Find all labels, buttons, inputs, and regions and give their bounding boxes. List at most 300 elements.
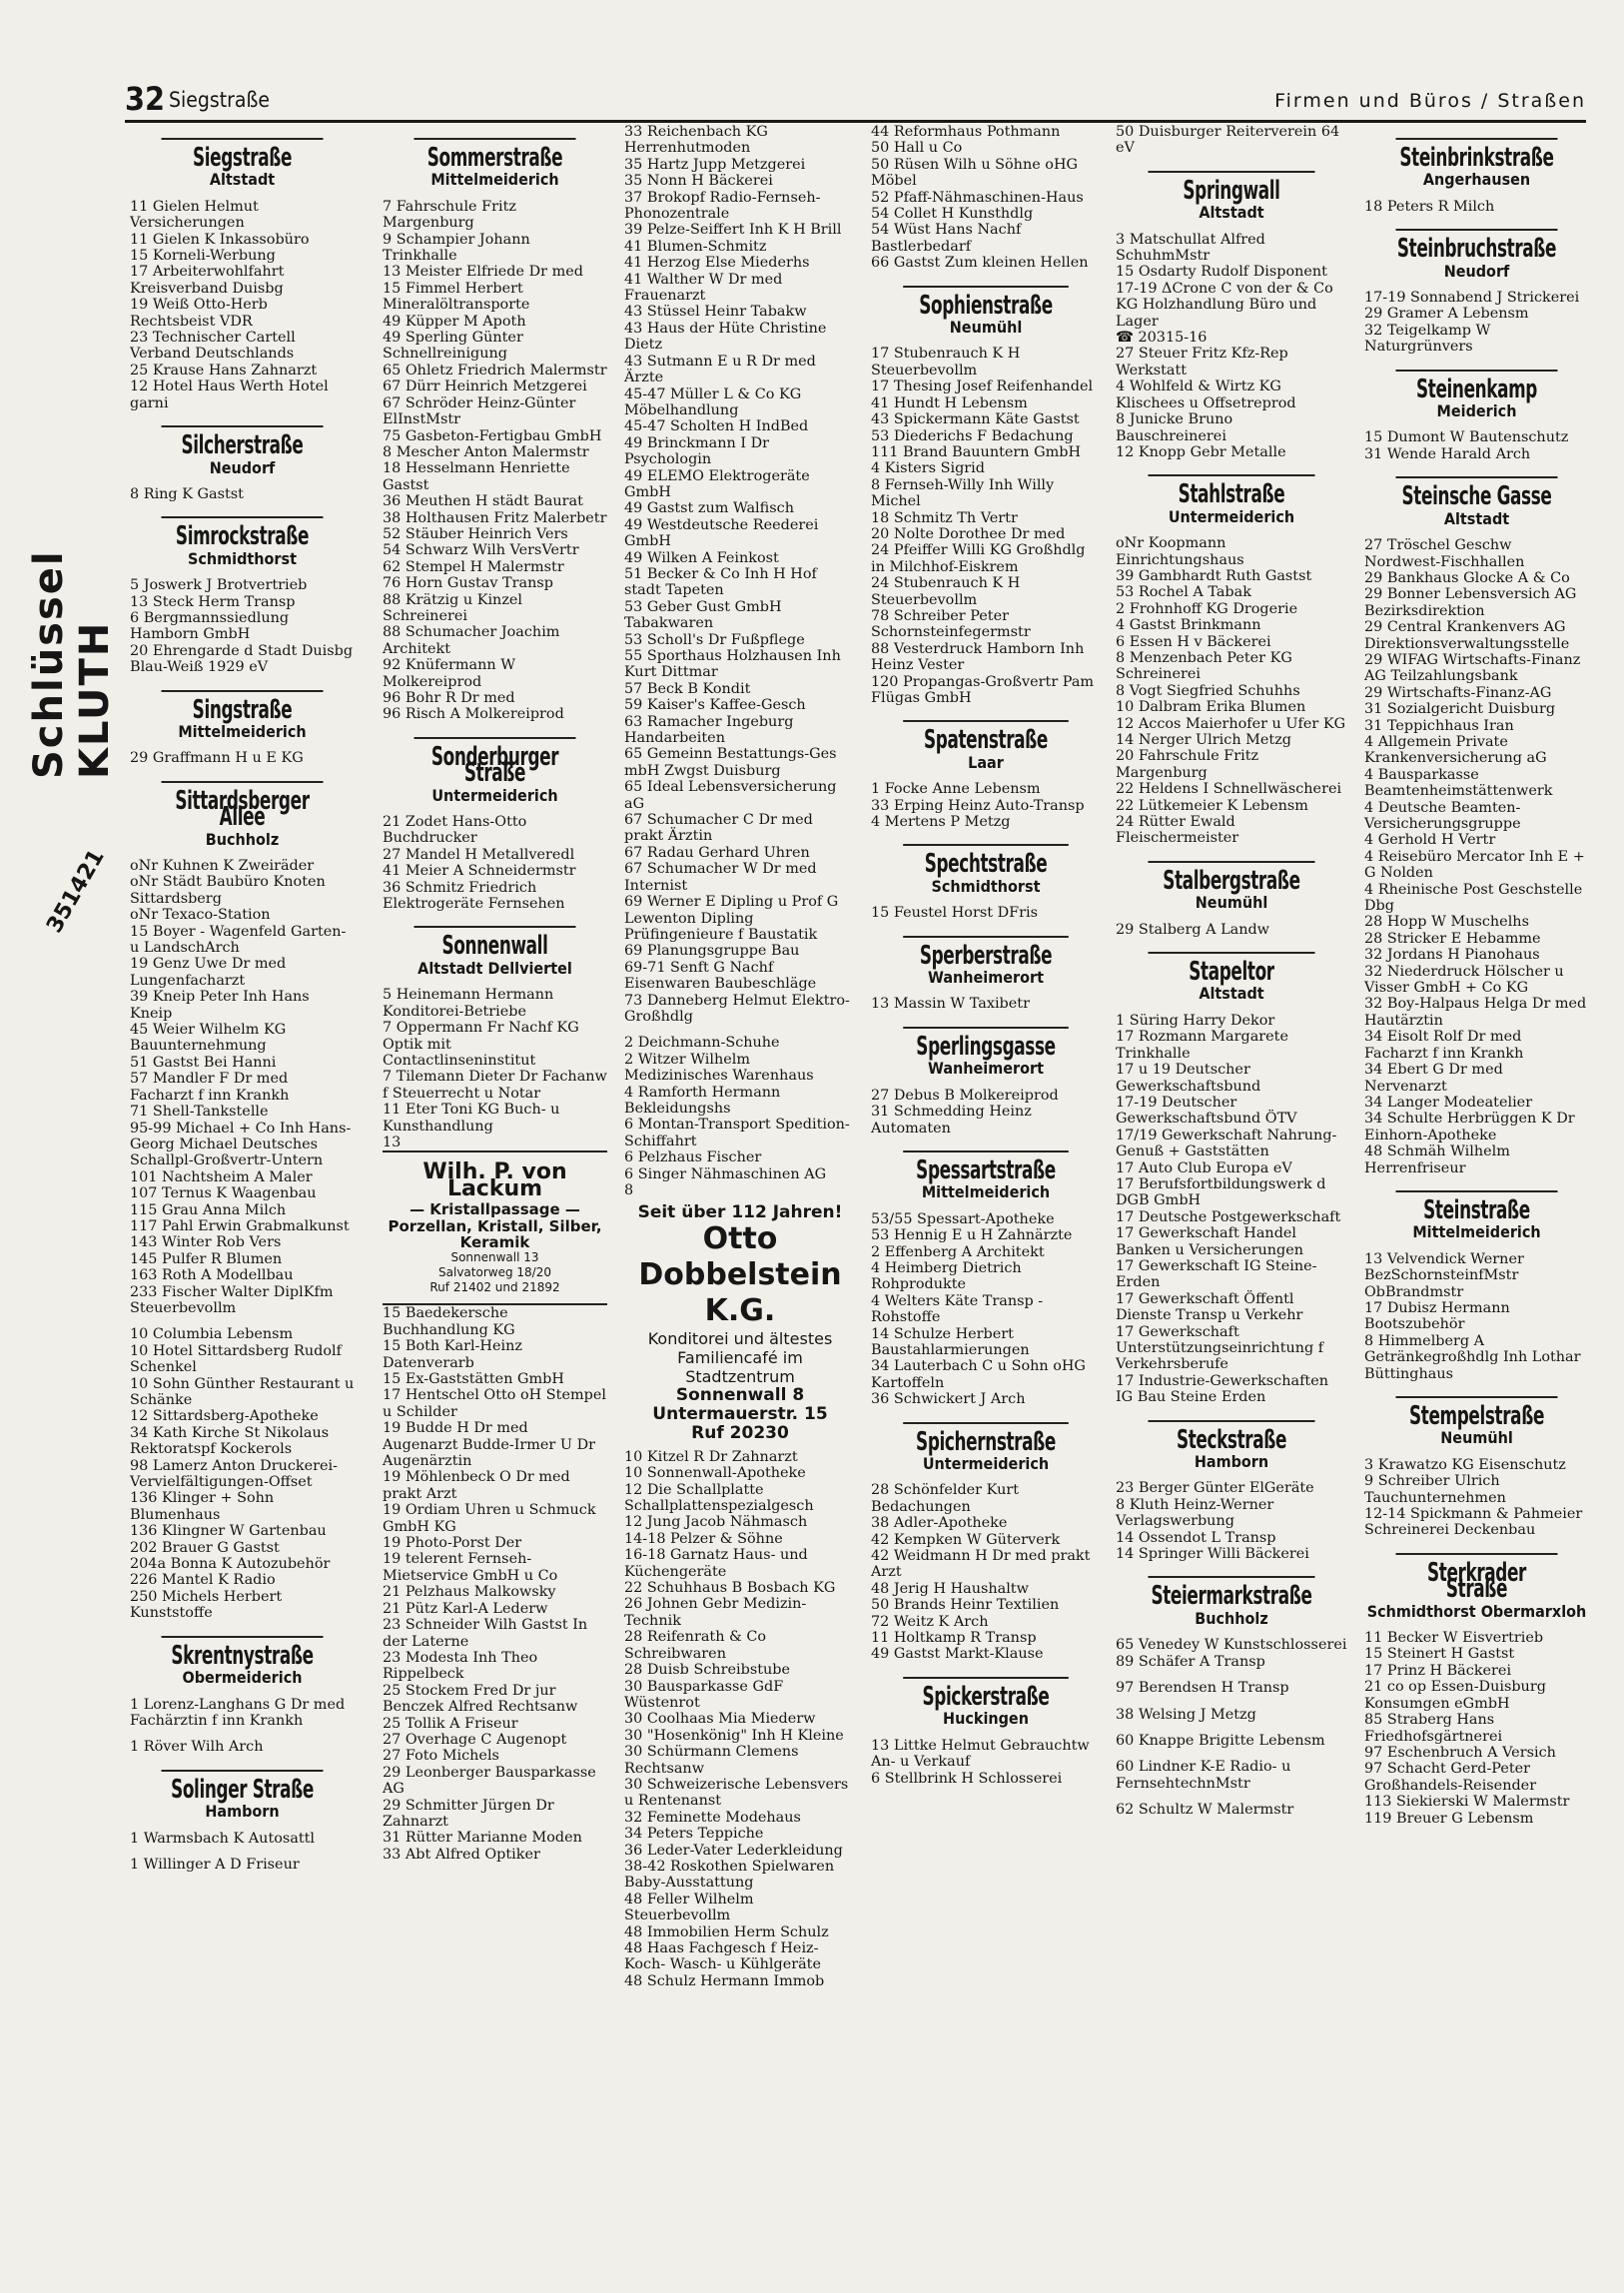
- directory-entry: 25 Krause Hans Zahnarzt: [130, 362, 318, 379]
- directory-entry: 8 Himmelberg A Getränkegroßhdlg Inh Lothar Büttinghaus: [1364, 1332, 1586, 1382]
- directory-entry: 37 Brokopf Radio-Fernseh-Phonozentrale: [624, 189, 821, 223]
- directory-entry: 9 Schampier Johann Trinkhalle: [383, 231, 535, 265]
- directory-entry: 12 Knopp Gebr Metalle: [1116, 443, 1286, 460]
- district-label: Mittelmeiderich: [430, 170, 559, 190]
- district-label: Wanheimerort: [928, 968, 1044, 988]
- directory-entry: 6 Montan-Transport Spedition-Schiffahrt: [624, 1117, 850, 1149]
- directory-entry: 28 Reifenrath & Co Schreibwaren: [624, 1629, 771, 1662]
- street-heading: Sonderburger Straße: [414, 737, 576, 782]
- directory-entry: oNr Texaco-Station: [130, 907, 271, 924]
- directory-entry: 53 Hennig E u H Zahnärzte: [871, 1227, 1073, 1244]
- directory-entry: 19 Möhlenbeck O Dr med prakt Arzt: [383, 1469, 575, 1502]
- district-label: Neudorf: [1443, 261, 1510, 281]
- entry-spacer: [1116, 1723, 1347, 1733]
- directory-entry: 111 Brand Bauuntern GmbH: [871, 443, 1082, 460]
- directory-entry: 71 Shell-Tankstelle: [130, 1104, 269, 1121]
- ad-dobbelstein-phone: Ruf 20230: [691, 1422, 789, 1443]
- district-label: Neumühl: [1195, 893, 1268, 913]
- directory-entry: 29 Central Krankenvers AG Direktionsverwaltungsstelle: [1364, 619, 1571, 652]
- ad-lackum-phone: Ruf 21402 und 21892: [429, 1280, 560, 1295]
- district-label: Schmidthorst: [931, 876, 1041, 896]
- street-heading: Stahlstraße: [1148, 474, 1314, 502]
- street-heading: Spessartstraße: [903, 1150, 1069, 1178]
- street-heading: Spichernstraße: [903, 1422, 1069, 1450]
- district-label: Schmidthorst Obermarxloh: [1366, 1601, 1587, 1621]
- directory-entry: 13 Massin W Taxibetr: [871, 996, 1030, 1013]
- directory-entry: 1 Focke Anne Lebensm: [871, 781, 1041, 798]
- directory-entry: 17 Gewerkschaft Handel Banken u Versicherungen: [1116, 1225, 1304, 1258]
- directory-entry: 30 Coolhaas Mia Miederw: [624, 1711, 816, 1728]
- ad-dobbelstein-tagline: Seit über 112 Jahren!: [637, 1202, 843, 1223]
- street-heading: Solinger Straße: [162, 1770, 324, 1798]
- directory-entry: 97 Schacht Gerd-Peter Großhandels-Reisender: [1364, 1761, 1537, 1794]
- directory-entry: 49 Sperling Günter Schnellreinigung: [383, 330, 528, 363]
- directory-entry: 88 Krätzig u Kinzel Schreinerei: [383, 591, 527, 624]
- page-header: [125, 80, 1586, 123]
- directory-entry: 2 Witzer Wilhelm Medizinisches Warenhaus: [624, 1051, 814, 1085]
- directory-entry: 33 Erping Heinz Auto-Transp: [871, 797, 1085, 814]
- directory-entry: 41 Herzog Else Miederhs: [624, 255, 810, 272]
- directory-entry: 27 Overhage C Augenopt: [383, 1731, 567, 1748]
- directory-entry: 113 Siekierski W Malermstr: [1364, 1794, 1570, 1811]
- directory-entry: 136 Klinger + Sohn Blumenhaus: [130, 1490, 279, 1523]
- directory-entry: 8 Vogt Siegfried Schuhhs: [1116, 682, 1300, 699]
- district-label: Mittelmeiderich: [921, 1182, 1051, 1202]
- directory-entry: 45-47 Scholten H IndBed: [624, 418, 809, 435]
- directory-entry: 53 Geber Gust GmbH Tabakwaren: [624, 598, 787, 632]
- directory-entry: 17 Hentschel Otto oH Stempel u Schilder: [383, 1387, 611, 1420]
- directory-entry: 38-42 Roskothen Spielwaren Baby-Ausstattung: [624, 1858, 839, 1892]
- directory-entry: 13 Velvendick Werner BezSchornsteinfMstr ObBrandmstr: [1364, 1250, 1529, 1300]
- directory-entry: 14 Schulze Herbert Baustahlarmierungen: [871, 1325, 1030, 1358]
- directory-entry: 12 Jung Jacob Nähmasch: [624, 1514, 808, 1531]
- district-label: Buchholz: [1195, 1608, 1268, 1628]
- directory-entry: 30 Bausparkasse GdF Wüstenrot: [624, 1678, 788, 1711]
- directory-entry: 4 Gerhold H Vertr: [1364, 832, 1496, 849]
- directory-entry: 10 Hotel Sittardsberg Rudolf Schenkel: [130, 1342, 347, 1376]
- directory-entry: 4 Bausparkasse Beamtenheimstättenwerk: [1364, 766, 1553, 800]
- directory-entry: 34 Schulte Herbrüggen K Dr Einhorn-Apotheke: [1364, 1111, 1580, 1144]
- directory-entry: 12 Accos Maierhofer u Ufer KG: [1116, 715, 1346, 732]
- district-label: Obermeiderich: [182, 1668, 303, 1688]
- directory-entry: 25 Tollik A Friseur: [383, 1715, 518, 1732]
- directory-entry: 18 Peters R Milch: [1364, 198, 1495, 215]
- directory-entry: 39 Pelze-Seiffert Inh K H Brill: [624, 222, 842, 239]
- directory-entry: 13 Steck Herm Transp: [130, 593, 296, 610]
- directory-entry: 3 Krawatzo KG Eisenschutz: [1364, 1456, 1566, 1473]
- district-label: Altstadt: [1199, 203, 1264, 223]
- directory-entry: 49 Gastst zum Walfisch: [624, 500, 794, 517]
- directory-column-3: [624, 124, 856, 2281]
- directory-entry: 15 Ex-Gaststätten GmbH: [383, 1371, 564, 1387]
- directory-entry: 18 Hesselmann Henriette Gastst: [383, 460, 575, 493]
- ad-dobbelstein-name: Dobbelstein K.G.: [638, 1256, 842, 1328]
- side-ad-number: 351421: [42, 845, 110, 938]
- directory-entry: 42 Kempken W Güterverk: [871, 1531, 1061, 1548]
- directory-entry: 29 Graffmann H u E KG: [130, 750, 304, 767]
- directory-entry: 11 Gielen Helmut Versicherungen: [130, 198, 264, 232]
- directory-entry: 29 Schmitter Jürgen Dr Zahnarzt: [383, 1797, 559, 1830]
- directory-entry: 38 Welsing J Metzg: [1116, 1706, 1256, 1723]
- directory-entry: 62 Stempel H Malermstr: [383, 558, 564, 575]
- directory-entry: 65 Ideal Lebensversicherung aG: [624, 779, 842, 812]
- directory-entry: 145 Pulfer R Blumen: [130, 1250, 283, 1267]
- district-label: Untermeiderich: [431, 785, 558, 805]
- directory-entry: 136 Klingner W Gartenbau: [130, 1523, 327, 1540]
- street-heading: Steinbruchstraße: [1396, 229, 1558, 257]
- directory-entry: 7 Fahrschule Fritz Margenburg: [383, 198, 521, 232]
- directory-entry: 20 Ehrengarde d Stadt Duisbg Blau-Weiß 1929 eV: [130, 642, 358, 676]
- directory-entry: 50 Brands Heinr Textilien: [871, 1597, 1060, 1614]
- directory-entry: 41 Meier A Schneidermstr: [383, 863, 576, 880]
- directory-entry: 48 Immobilien Herm Schulz: [624, 1923, 829, 1940]
- directory-entry: 29 Bankhaus Glocke A & Co: [1364, 569, 1570, 586]
- street-heading: Springwall: [1148, 171, 1314, 199]
- street-heading: Steinbrinkstraße: [1396, 138, 1558, 166]
- directory-entry: 12 Hotel Haus Werth Hotel garni: [130, 379, 334, 411]
- directory-entry: 6 Singer Nähmaschinen AG: [624, 1165, 827, 1182]
- directory-entry: 14 Springer Willi Bäckerei: [1116, 1546, 1309, 1563]
- ad-lackum: [383, 1150, 607, 1305]
- directory-entry: 119 Breuer G Lebensm: [1364, 1810, 1534, 1827]
- directory-entry: 32 Feminette Modehaus: [624, 1809, 801, 1826]
- directory-entry: 17 Prinz H Bäckerei: [1364, 1662, 1512, 1679]
- directory-entry: 53 Rochel A Tabak: [1116, 584, 1251, 601]
- directory-entry: 92 Knüfermann W Molkereiprod: [383, 657, 520, 690]
- directory-entry: 17 Thesing Josef Reifenhandel: [871, 379, 1094, 395]
- directory-entry: 51 Gastst Bei Hanni: [130, 1054, 277, 1071]
- directory-entry: 8 Mescher Anton Malermstr: [383, 443, 589, 460]
- directory-entry: 34 Eisolt Rolf Dr med Facharzt f inn Krankh: [1364, 1029, 1526, 1062]
- street-heading: Stempelstraße: [1396, 1396, 1558, 1424]
- directory-entry: 21 co op Essen-Duisburg Konsumgen eGmbH: [1364, 1679, 1551, 1712]
- directory-entry: 33 Abt Alfred Optiker: [383, 1846, 540, 1863]
- street-heading: Siegstraße: [162, 138, 324, 166]
- directory-entry: 202 Brauer G Gastst: [130, 1539, 280, 1556]
- directory-entry: 107 Ternus K Waagenbau: [130, 1185, 317, 1202]
- directory-entry: 4 Gastst Brinkmann: [1116, 617, 1261, 634]
- directory-entry: 27 Foto Michels: [383, 1748, 499, 1765]
- directory-entry: 29 Bonner Lebensversich AG Bezirksdirektion: [1364, 586, 1581, 619]
- directory-entry: 43 Stüssel Heinr Tabakw: [624, 304, 807, 321]
- directory-entry: 24 Stubenrauch K H Steuerbevollm: [871, 575, 1025, 608]
- directory-entry: 52 Stäuber Heinrich Vers: [383, 525, 568, 542]
- street-heading: Skrentnystraße: [162, 1636, 324, 1664]
- directory-entry: 4 Wohlfeld & Wirtz KG Klischees u Offsetreprod: [1116, 379, 1296, 411]
- directory-entry: 17 Gewerkschaft Unterstützungseinrichtung f Verkehrsberufe: [1116, 1323, 1328, 1373]
- directory-entry: 24 Pfeiffer Willi KG Großhdlg in Milchhof-Eiskrem: [871, 542, 1091, 575]
- directory-entry: 19 Ordiam Uhren u Schmuck GmbH KG: [383, 1502, 601, 1535]
- directory-entry: 33 Reichenbach KG Herrenhutmoden: [624, 124, 773, 157]
- entry-spacer: [1116, 1792, 1347, 1802]
- directory-entry: 19 Weiß Otto-Herb Rechtsbeist VDR: [130, 297, 273, 330]
- district-label: Angerhausen: [1422, 170, 1531, 190]
- directory-entry: 17 Deutsche Postgewerkschaft: [1116, 1208, 1341, 1225]
- directory-entry: 73 Danneberg Helmut Elektro-Großhdlg: [624, 992, 850, 1025]
- directory-entry: 4 Mertens P Metzg: [871, 814, 1011, 831]
- directory-entry: 59 Kaiser's Kaffee-Gesch: [624, 697, 806, 714]
- directory-entry: 6 Stellbrink H Schlosserei: [871, 1770, 1063, 1787]
- directory-entry: 95-99 Michael + Co Inh Hans-Georg Michael Deutsches Schallpl-Großvertr-Untern: [130, 1120, 352, 1169]
- directory-entry: 60 Lindner K-E Radio- u FernsehtechnMstr: [1116, 1759, 1295, 1792]
- directory-entry: ☎ 20315-16: [1116, 330, 1208, 347]
- district-label: Mittelmeiderich: [1412, 1222, 1541, 1242]
- district-label: Neumühl: [1440, 1428, 1513, 1448]
- directory-entry: 97 Eschenbruch A Versich: [1364, 1744, 1556, 1761]
- directory-entry: 10 Sohn Günther Restaurant u Schänke: [130, 1375, 359, 1408]
- directory-entry: 23 Berger Günter ElGeräte: [1116, 1480, 1314, 1497]
- directory-entry: 6 Essen H v Bäckerei: [1116, 633, 1271, 650]
- entry-spacer: [130, 1729, 355, 1739]
- directory-entry: 1 Lorenz-Langhans G Dr med Fachärztin f inn Krankh: [130, 1696, 350, 1729]
- district-label: Neudorf: [209, 457, 276, 477]
- street-heading: Sittardsberger Allee: [162, 781, 324, 826]
- directory-entry: 21 Pütz Karl-A Lederw: [383, 1600, 548, 1617]
- directory-entry: 34 Peters Teppiche: [624, 1826, 764, 1843]
- directory-entry: 21 Zodet Hans-Otto Buchdrucker: [383, 814, 531, 847]
- directory-entry: 34 Lauterbach C u Sohn oHG Kartoffeln: [871, 1358, 1091, 1391]
- directory-entry: 45 Weier Wilhelm KG Bauunternehmung: [130, 1022, 291, 1055]
- directory-entry: 29 WIFAG Wirtschafts-Finanz AG Teilzahlungsbank: [1364, 651, 1585, 685]
- directory-entry: 36 Schmitz Friedrich Elektrogeräte Fernsehen: [383, 879, 565, 913]
- directory-entry: 49 Westdeutsche Reederei GmbH: [624, 516, 823, 550]
- directory-entry: 49 Brinckmann I Dr Psychologin: [624, 434, 774, 468]
- directory-entry: 1 Warmsbach K Autosattl: [130, 1830, 316, 1847]
- street-heading: Steinstraße: [1396, 1190, 1558, 1218]
- directory-column-1: [130, 124, 359, 2281]
- directory-entry: 39 Kneip Peter Inh Hans Kneip: [130, 989, 315, 1022]
- directory-entry: 6 Bergmannssiedlung Hamborn GmbH: [130, 609, 294, 643]
- directory-entry: 17 Gewerkschaft Öffentl Dienste Transp u Verkehr: [1116, 1290, 1303, 1324]
- directory-entry: oNr Städt Baubüro Knoten Sittardsberg: [130, 874, 331, 907]
- directory-entry: 15 Both Karl-Heinz Datenverarb: [383, 1338, 527, 1371]
- directory-entry: 8 Fernseh-Willy Inh Willy Michel: [871, 476, 1059, 510]
- entry-spacer: [624, 1025, 856, 1035]
- directory-entry: 2 Frohnhoff KG Drogerie: [1116, 600, 1298, 617]
- street-heading: Sperberstraße: [903, 936, 1069, 964]
- directory-entry: 17-19 Sonnabend J Strickerei: [1364, 290, 1580, 307]
- directory-entry: 41 Blumen-Schmitz: [624, 238, 767, 255]
- directory-entry: 69-71 Senft G Nachf Eisenwaren Baubeschläge: [624, 959, 817, 993]
- district-label: Hamborn: [1194, 1452, 1269, 1472]
- directory-entry: 27 Tröschel Geschw Nordwest-Fischhallen: [1364, 537, 1525, 570]
- directory-entry: 8: [624, 1182, 634, 1198]
- directory-entry: 72 Weitz K Arch: [871, 1613, 989, 1630]
- directory-entry: 27 Mandel H Metallveredl: [383, 846, 575, 863]
- directory-entry: 67 Dürr Heinrich Metzgerei: [383, 379, 587, 395]
- directory-entry: 11 Gielen K Inkassobüro: [130, 231, 310, 248]
- directory-entry: 20 Nolte Dorothee Dr med: [871, 525, 1066, 542]
- directory-entry: 17-19 ΔCrone C von der & Co KG Holzhandlung Büro und Lager: [1116, 280, 1338, 330]
- ad-lackum-addr1: Sonnenwall 13: [450, 1250, 539, 1265]
- side-ad-text: Schlüssel KLUTH: [26, 549, 118, 779]
- entry-spacer: [130, 1316, 355, 1326]
- directory-entry: 52 Pfaff-Nähmaschinen-Haus: [871, 189, 1084, 206]
- directory-entry: 67 Schumacher C Dr med prakt Ärztin: [624, 812, 818, 845]
- directory-entry: 10 Dalbram Erika Blumen: [1116, 699, 1306, 716]
- directory-entry: 17 u 19 Deutscher Gewerkschaftsbund: [1116, 1062, 1261, 1095]
- directory-entry: 17 Industrie-Gewerkschaften IG Bau Steine Erden: [1116, 1372, 1333, 1406]
- directory-entry: 7 Oppermann Fr Nachf KG Optik mit Contactlinseninstitut: [383, 1020, 584, 1069]
- directory-entry: 49 Gastst Markt-Klause: [871, 1646, 1044, 1663]
- directory-entry: 11 Becker W Eisvertrieb: [1364, 1630, 1544, 1647]
- directory-entry: 14 Ossendot L Transp: [1116, 1529, 1276, 1546]
- directory-entry: 69 Werner E Dipling u Prof G Lewenton Dipling Prüfingenieure f Baustatik: [624, 894, 843, 943]
- street-heading: Steinenkamp: [1396, 370, 1558, 397]
- directory-entry: 57 Mandler F Dr med Facharzt f inn Krankh: [130, 1071, 293, 1104]
- directory-entry: 28 Duisb Schreibstube: [624, 1662, 791, 1679]
- directory-entry: 88 Schumacher Joachim Architekt: [383, 624, 565, 657]
- directory-entry: 5 Joswerk J Brotvertrieb: [130, 577, 308, 594]
- directory-entry: 9 Schreiber Ulrich Tauchunternehmen: [1364, 1473, 1506, 1506]
- directory-entry: 34 Kath Kirche St Nikolaus Rektoratspf Kockerols: [130, 1424, 334, 1458]
- directory-entry: 32 Teigelkamp W Naturgrünvers: [1364, 322, 1495, 356]
- directory-entry: 50 Hall u Co: [871, 140, 963, 157]
- directory-entry: 31 Teppichhaus Iran: [1364, 717, 1514, 734]
- district-label: Altstadt: [1199, 984, 1264, 1004]
- directory-entry: 17-19 Deutscher Gewerkschaftsbund ÖTV: [1116, 1094, 1297, 1128]
- directory-entry: 17 Arbeiterwohlfahrt Kreisverband Duisbg: [130, 264, 289, 297]
- district-label: Huckingen: [943, 1709, 1029, 1729]
- ad-dobbelstein: [624, 1198, 856, 1448]
- directory-entry: 31 Schmedding Heinz Automaten: [871, 1104, 1037, 1137]
- directory-entry: 2 Effenberg A Architekt: [871, 1243, 1045, 1260]
- ad-lackum-name: Wilh. P. von Lackum: [422, 1159, 567, 1201]
- directory-entry: 226 Mantel K Radio: [130, 1572, 276, 1589]
- directory-entry: 26 Johnen Gebr Medizin-Technik: [624, 1596, 807, 1629]
- directory-entry: 28 Stricker E Hebamme: [1364, 930, 1541, 947]
- ad-lackum-goods: Porzellan, Kristall, Silber, Keramik: [388, 1216, 602, 1251]
- directory-entry: 17 Auto Club Europa eV: [1116, 1159, 1292, 1176]
- directory-entry: 41 Hundt H Lebensm: [871, 394, 1028, 411]
- directory-entry: oNr Kuhnen K Zweiräder: [130, 858, 315, 874]
- entry-spacer: [1116, 1697, 1347, 1707]
- directory-entry: 22 Lütkemeier K Lebensm: [1116, 797, 1308, 814]
- directory-entry: 48 Schulz Hermann Immob: [624, 1972, 825, 1989]
- directory-entry: 30 "Hosenkönig" Inh H Kleine: [624, 1727, 844, 1744]
- directory-entry: 78 Schreiber Peter Schornsteinfegermstr: [871, 607, 1031, 641]
- directory-entry: 66 Gastst Zum kleinen Hellen: [871, 255, 1089, 272]
- directory-entry: 43 Sutmann E u R Dr med Ärzte: [624, 353, 821, 386]
- directory-entry: 3 Matschullat Alfred SchuhmMstr: [1116, 231, 1270, 265]
- directory-entry: 20 Fahrschule Fritz Margenburg: [1116, 748, 1263, 781]
- directory-entry: 2 Deichmann-Schuhe: [624, 1035, 780, 1052]
- directory-entry: 28 Hopp W Muschelhs: [1364, 914, 1529, 931]
- directory-entry: 15 Osdarty Rudolf Disponent: [1116, 264, 1327, 281]
- street-heading: Sophienstraße: [903, 286, 1069, 314]
- directory-entry: 69 Planungsgruppe Bau: [624, 943, 800, 960]
- directory-entry: 75 Gasbeton-Fertigbau GmbH: [383, 427, 602, 444]
- directory-entry: 117 Pahl Erwin Grabmalkunst: [130, 1217, 350, 1234]
- directory-entry: 88 Vesterdruck Hamborn Inh Heinz Vester: [871, 640, 1089, 674]
- directory-entry: 22 Heldens I Schnellwäscherei: [1116, 781, 1342, 798]
- directory-entry: 96 Bohr R Dr med: [383, 690, 515, 706]
- directory-entry: 31 Wende Harald Arch: [1364, 445, 1531, 462]
- street-heading: Sommerstraße: [414, 138, 576, 166]
- directory-entry: 12 Die Schallplatte Schallplattenspezialgesch: [624, 1481, 814, 1515]
- district-label: Laar: [968, 752, 1004, 772]
- directory-entry: 38 Adler-Apotheke: [871, 1515, 1008, 1532]
- street-heading: Sonnenwall: [414, 926, 576, 954]
- street-heading: Spechtstraße: [903, 844, 1069, 872]
- directory-entry: 39 Gambhardt Ruth Gastst: [1116, 567, 1312, 584]
- district-label: Neumühl: [949, 318, 1023, 338]
- directory-entry: 60 Knappe Brigitte Lebensm: [1116, 1732, 1325, 1749]
- directory-entry: 53 Scholl's Dr Fußpflege: [624, 631, 805, 648]
- directory-entry: 48 Haas Fachgesch f Heiz- Koch- Wasch- u Kühlgeräte: [624, 1940, 824, 1973]
- directory-entry: 53 Diederichs F Bedachung: [871, 427, 1074, 444]
- directory-entry: 11 Holtkamp R Transp: [871, 1630, 1037, 1647]
- side-advertisement: [20, 549, 120, 999]
- directory-entry: 1 Süring Harry Dekor: [1116, 1012, 1275, 1029]
- directory-entry: 10 Sonnenwall-Apotheke: [624, 1465, 806, 1482]
- directory-entry: 49 Wilken A Feinkost: [624, 549, 779, 566]
- street-heading: Sterkrader Straße: [1396, 1553, 1558, 1598]
- directory-entry: 4 Kisters Sigrid: [871, 460, 985, 477]
- directory-entry: 28 Schönfelder Kurt Bedachungen: [871, 1482, 1024, 1515]
- directory-entry: 17 Stubenrauch K H Steuerbevollm: [871, 346, 1025, 379]
- directory-entry: 27 Debus B Molkereiprod: [871, 1087, 1059, 1104]
- directory-entry: 34 Langer Modeatelier: [1364, 1094, 1533, 1111]
- directory-entry: 67 Radau Gerhard Uhren: [624, 844, 810, 861]
- directory-entry: 5 Heinemann Hermann Konditorei-Betriebe: [383, 987, 558, 1020]
- directory-entry: 15 Baedekersche Buchhandlung KG: [383, 1305, 515, 1338]
- directory-entry: 101 Nachtsheim A Maler: [130, 1168, 313, 1185]
- directory-entry: 13 Littke Helmut Gebrauchtw An- u Verkauf: [871, 1737, 1095, 1771]
- directory-entry: 32 Niederdruck Hölscher u Visser GmbH + Co KG: [1364, 963, 1569, 997]
- directory-entry: 4 Rheinische Post Geschstelle Dbg: [1364, 881, 1587, 915]
- directory-entry: 38 Holthausen Fritz Malerbetr: [383, 509, 607, 526]
- district-label: Wanheimerort: [928, 1059, 1044, 1079]
- directory-entry: 19 Budde H Dr med Augenarzt Budde-Irmer U Dr Augenärztin: [383, 1420, 600, 1470]
- directory-entry: 31 Sozialgericht Duisburg: [1364, 701, 1556, 718]
- directory-entry: 23 Schneider Wilh Gastst In der Laterne: [383, 1617, 592, 1650]
- directory-entry: 4 Heimberg Dietrich Rohprodukte: [871, 1259, 1027, 1293]
- directory-entry: 54 Collet H Kunsthdlg: [871, 206, 1034, 223]
- district-label: Untermeiderich: [1168, 506, 1295, 526]
- directory-entry: 34 Ebert G Dr med Nervenarzt: [1364, 1062, 1508, 1095]
- directory-entry: 250 Michels Herbert Kunststoffe: [130, 1588, 287, 1622]
- district-label: Hamborn: [205, 1802, 280, 1822]
- directory-entry: 23 Modesta Inh Theo Rippelbeck: [383, 1649, 542, 1683]
- directory-entry: 29 Stalberg A Landw: [1116, 921, 1270, 938]
- directory-entry: 15 Boyer - Wagenfeld Garten- u LandschArch: [130, 923, 351, 957]
- directory-entry: 67 Schumacher W Dr med Internist: [624, 861, 822, 894]
- directory-entry: 50 Duisburger Reiterverein 64 eV: [1116, 124, 1344, 157]
- directory-entry: 17 Gewerkschaft IG Steine-Erden: [1116, 1257, 1317, 1291]
- directory-entry: 76 Horn Gustav Transp: [383, 575, 553, 592]
- directory-entry: 49 Küpper M Apoth: [383, 313, 526, 330]
- directory-entry: 32 Boy-Halpaus Helga Dr med Hautärztin: [1364, 996, 1591, 1029]
- district-label: Meiderich: [1436, 401, 1517, 421]
- directory-entry: 14-18 Pelzer & Söhne: [624, 1530, 783, 1547]
- directory-entry: 163 Roth A Modellbau: [130, 1267, 294, 1284]
- directory-entry: 57 Beck B Kondit: [624, 680, 751, 697]
- directory-column-6: [1364, 124, 1589, 2281]
- ad-dobbelstein-first: Otto: [702, 1220, 778, 1256]
- page-street-label: Siegstraße: [169, 88, 270, 112]
- directory-entry: 35 Hartz Jupp Metzgerei: [624, 156, 806, 173]
- street-heading: Singstraße: [162, 690, 324, 718]
- street-heading: Steckstraße: [1148, 1420, 1314, 1448]
- directory-entry: 29 Leonberger Bausparkasse AG: [383, 1764, 601, 1798]
- directory-column-4: [871, 124, 1101, 2281]
- directory-entry: 65 Gemeinn Bestattungs-Ges mbH Zwgst Duisburg: [624, 746, 842, 779]
- directory-entry: 13: [383, 1134, 402, 1150]
- directory-entry: 115 Grau Anna Milch: [130, 1201, 287, 1218]
- directory-entry: 120 Propangas-Großvertr Pam Flügas GmbH: [871, 673, 1099, 706]
- directory-entry: 15 Korneli-Werbung: [130, 248, 276, 265]
